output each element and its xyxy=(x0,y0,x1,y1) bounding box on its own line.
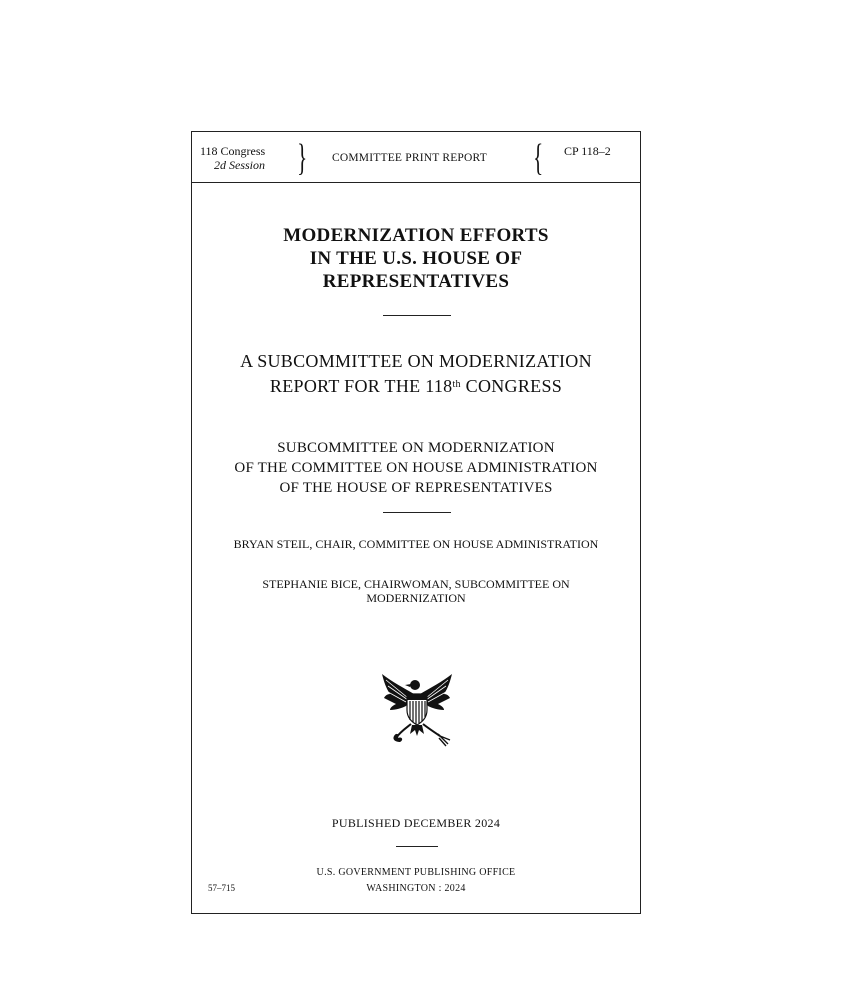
publisher-location: WASHINGTON : 2024 xyxy=(366,883,466,894)
congress-label: 118 Congress xyxy=(200,144,266,158)
divider-rule xyxy=(396,846,438,847)
jacket-number: 57–715 xyxy=(208,883,235,893)
committee-chair: BRYAN STEIL, CHAIR, COMMITTEE ON HOUSE ADMINISTRATION xyxy=(233,537,599,551)
org-line-3: OF THE HOUSE OF REPRESENTATIVES xyxy=(279,480,553,496)
subtitle-line-2 xyxy=(192,373,640,398)
session-label: 2d Session xyxy=(214,158,265,172)
print-type-label: COMMITTEE PRINT REPORT xyxy=(332,152,487,164)
org-line-1: SUBCOMMITTEE ON MODERNIZATION xyxy=(277,440,555,456)
title-line-1: MODERNIZATION EFFORTS xyxy=(283,225,549,246)
report-title xyxy=(192,224,640,293)
print-number: CP 118–2 xyxy=(564,144,611,158)
title-line-3: REPRESENTATIVES xyxy=(322,271,510,292)
right-brace-icon: } xyxy=(297,137,308,179)
subtitle-line-2-pre: REPORT FOR THE 118 xyxy=(269,376,453,396)
divider-rule xyxy=(383,512,451,513)
publisher-name: U.S. GOVERNMENT PUBLISHING OFFICE xyxy=(316,867,516,878)
ordinal-suffix: th xyxy=(452,379,461,390)
congress-session xyxy=(200,144,265,172)
eagle-seal-icon xyxy=(378,672,456,748)
left-brace-icon: { xyxy=(533,137,544,179)
title-line-2: IN THE U.S. HOUSE OF xyxy=(309,248,523,269)
chairwoman-line-1: STEPHANIE BICE, CHAIRWOMAN, SUBCOMMITTEE ON xyxy=(262,577,570,591)
chairwoman-line-2: MODERNIZATION xyxy=(366,591,466,605)
document-header xyxy=(192,132,640,183)
subcommittee-chairwoman xyxy=(192,577,640,605)
document-page xyxy=(191,131,641,914)
organization-block xyxy=(192,438,640,498)
publication-date: PUBLISHED DECEMBER 2024 xyxy=(331,816,501,830)
publisher-block xyxy=(192,865,640,897)
report-subtitle xyxy=(192,350,640,398)
org-line-2: OF THE COMMITTEE ON HOUSE ADMINISTRATION xyxy=(234,460,598,476)
subtitle-line-1: A SUBCOMMITTEE ON MODERNIZATION xyxy=(240,351,592,371)
subtitle-line-2-post: CONGRESS xyxy=(460,376,563,396)
divider-rule xyxy=(383,315,451,316)
